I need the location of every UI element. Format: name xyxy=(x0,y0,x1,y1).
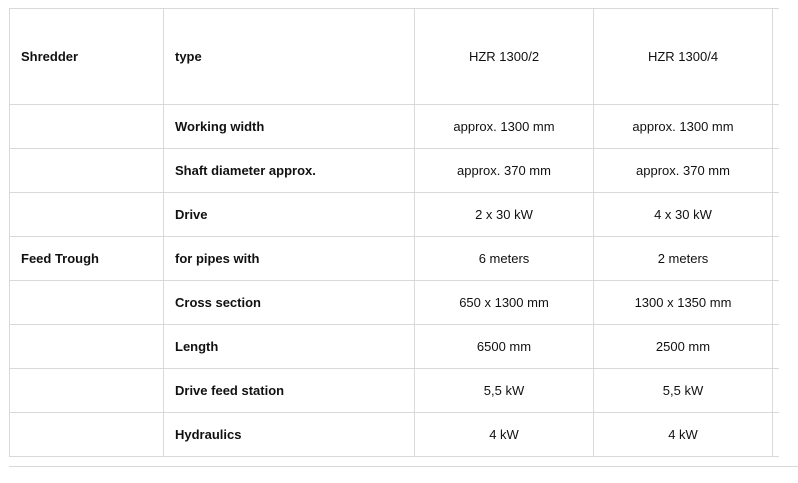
table-row xyxy=(10,281,780,325)
overflow-cell xyxy=(773,413,780,457)
value-b-cell: 4 kW xyxy=(594,413,773,457)
group-cell: Feed Trough xyxy=(10,237,164,281)
table-row xyxy=(10,193,780,237)
table-header-row xyxy=(10,9,780,105)
label-cell: Hydraulics xyxy=(164,413,415,457)
model-a-header: HZR 1300/2 xyxy=(415,9,594,105)
table-row xyxy=(10,237,780,281)
table-row xyxy=(10,325,780,369)
label-cell: Working width xyxy=(164,105,415,149)
group-cell: Shredder xyxy=(10,9,164,105)
value-b-cell: 1300 x 1350 mm xyxy=(594,281,773,325)
overflow-cell xyxy=(773,281,780,325)
group-cell xyxy=(10,105,164,149)
group-cell xyxy=(10,369,164,413)
group-cell xyxy=(10,149,164,193)
label-cell: type xyxy=(164,9,415,105)
table-row xyxy=(10,369,780,413)
value-b-cell: approx. 370 mm xyxy=(594,149,773,193)
value-a-cell: 2 x 30 kW xyxy=(415,193,594,237)
value-a-cell: 6500 mm xyxy=(415,325,594,369)
value-b-cell: 2500 mm xyxy=(594,325,773,369)
bottom-divider xyxy=(9,466,798,467)
group-cell xyxy=(10,413,164,457)
overflow-cell xyxy=(773,369,780,413)
label-cell: Shaft diameter approx. xyxy=(164,149,415,193)
value-b-cell: 2 meters xyxy=(594,237,773,281)
value-a-cell: 4 kW xyxy=(415,413,594,457)
overflow-cell xyxy=(773,9,780,105)
table-row xyxy=(10,149,780,193)
label-cell: Length xyxy=(164,325,415,369)
label-cell: Cross section xyxy=(164,281,415,325)
value-b-cell: 5,5 kW xyxy=(594,369,773,413)
overflow-cell xyxy=(773,325,780,369)
value-a-cell: 5,5 kW xyxy=(415,369,594,413)
spec-table xyxy=(9,8,779,457)
value-a-cell: 6 meters xyxy=(415,237,594,281)
value-b-cell: approx. 1300 mm xyxy=(594,105,773,149)
label-cell: Drive xyxy=(164,193,415,237)
label-cell: for pipes with xyxy=(164,237,415,281)
value-a-cell: approx. 1300 mm xyxy=(415,105,594,149)
table-row xyxy=(10,413,780,457)
overflow-cell xyxy=(773,193,780,237)
overflow-cell xyxy=(773,149,780,193)
value-a-cell: approx. 370 mm xyxy=(415,149,594,193)
value-b-cell: 4 x 30 kW xyxy=(594,193,773,237)
group-cell xyxy=(10,193,164,237)
model-b-header: HZR 1300/4 xyxy=(594,9,773,105)
value-a-cell: 650 x 1300 mm xyxy=(415,281,594,325)
group-cell xyxy=(10,281,164,325)
table-row xyxy=(10,105,780,149)
group-cell xyxy=(10,325,164,369)
label-cell: Drive feed station xyxy=(164,369,415,413)
overflow-cell xyxy=(773,237,780,281)
overflow-cell xyxy=(773,105,780,149)
